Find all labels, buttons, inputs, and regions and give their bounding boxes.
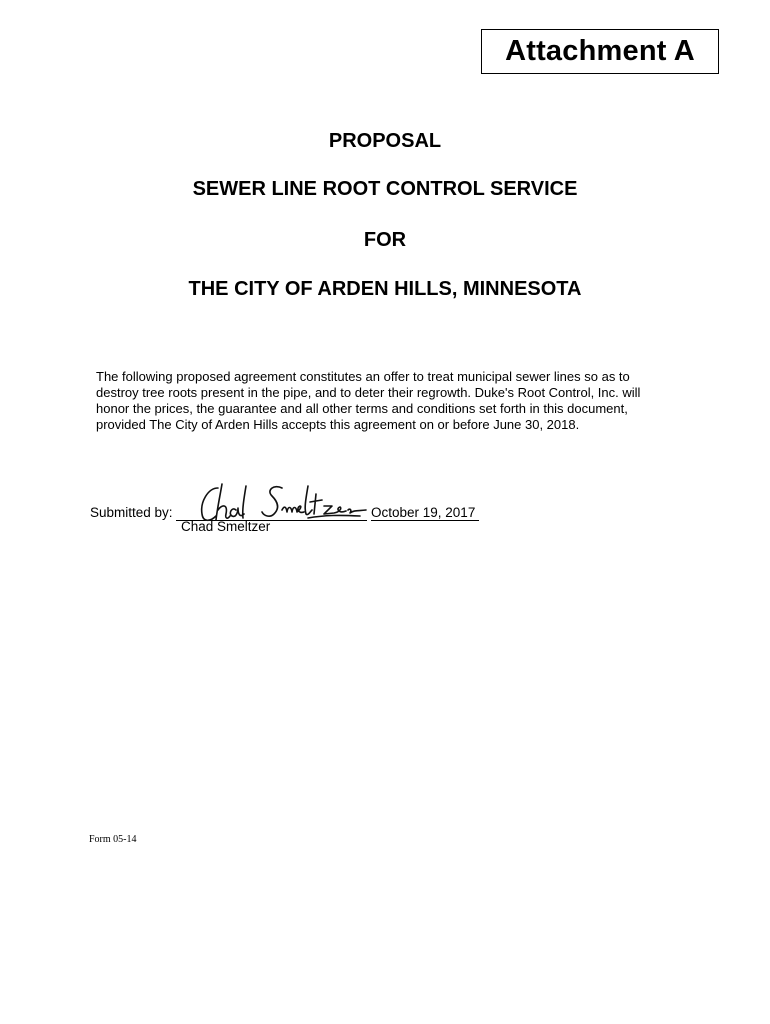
paragraph-line: provided The City of Arden Hills accepts this agreement on or before June 30, 2018. xyxy=(96,417,580,432)
paragraph-line: destroy tree roots present in the pipe, and to deter their regrowth. Duke's Root Control, Inc. will xyxy=(96,385,641,400)
service-heading: SEWER LINE ROOT CONTROL SERVICE xyxy=(192,178,578,200)
proposal-paragraph xyxy=(96,369,686,433)
date-underline xyxy=(371,520,479,521)
attachment-label: Attachment A xyxy=(481,29,719,74)
paragraph-line: The following proposed agreement constitutes an offer to treat municipal sewer lines so as to xyxy=(96,369,630,384)
submitted-by-label: Submitted by: xyxy=(90,505,173,520)
paragraph-line: honor the prices, the guarantee and all other terms and conditions set forth in this document, xyxy=(96,401,628,416)
signer-name: Chad Smeltzer xyxy=(181,519,271,534)
form-number: Form 05-14 xyxy=(89,834,137,845)
submission-date: October 19, 2017 xyxy=(371,505,476,520)
for-heading: FOR xyxy=(363,229,407,251)
city-heading: THE CITY OF ARDEN HILLS, MINNESOTA xyxy=(188,278,582,300)
proposal-heading: PROPOSAL xyxy=(328,130,442,152)
